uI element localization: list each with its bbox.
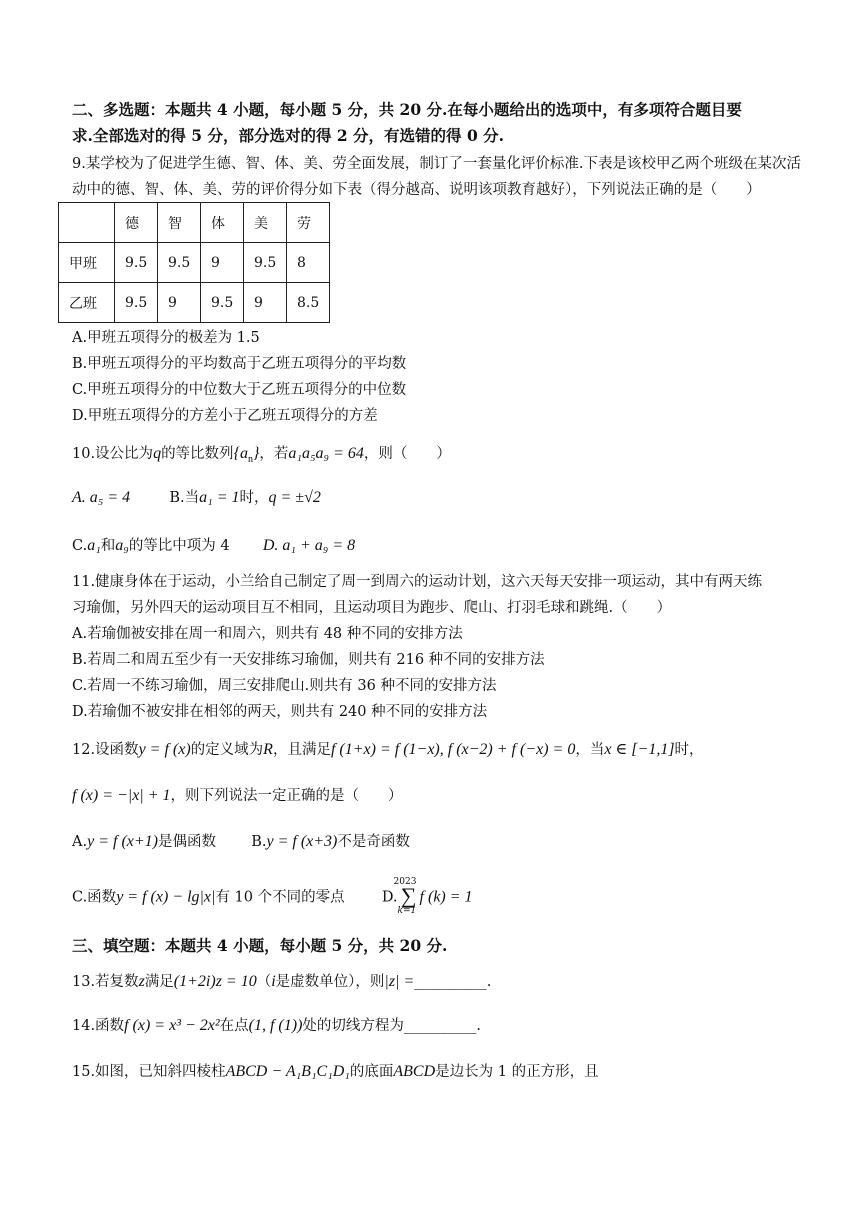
q10-seq-close: } bbox=[252, 445, 260, 462]
table-cell: 9 bbox=[244, 283, 287, 323]
table-header-cell: 劳 bbox=[287, 203, 330, 243]
q9-option-a: A.甲班五项得分的极差为 1.5 bbox=[72, 330, 260, 346]
q10-option-c-end: 的等比中项为 4 bbox=[128, 538, 230, 554]
table-cell: 9.5 bbox=[115, 243, 158, 283]
q11-text-line1: 11.健康身体在于运动，小兰给自己制定了周一到周六的运动计划，这六天每天安排一项运动，其中有两天练 bbox=[72, 574, 763, 590]
q15-mid: 的底面 bbox=[349, 1064, 394, 1080]
q10-stem-pre: 10.设公比为 bbox=[72, 446, 154, 462]
q12-domain-R: R bbox=[263, 741, 273, 758]
q10-option-c-pre: C. bbox=[72, 538, 88, 554]
q13-pre: 13.若复数 bbox=[72, 974, 139, 990]
q10-ratio-var: q bbox=[153, 445, 162, 462]
q10-stem bbox=[72, 444, 800, 470]
table-cell: 9.5 bbox=[158, 243, 201, 283]
section2-heading-line1: 二、多选题：本题共 4 小题，每小题 5 分，共 20 分.在每小题给出的选项中，有多项符合题目要 bbox=[72, 100, 742, 119]
q12-func: y = f (x) bbox=[138, 741, 191, 758]
q10-options-ab bbox=[72, 488, 800, 508]
q13-i: i bbox=[271, 973, 276, 990]
q12-option-c-pre: C.函数 bbox=[72, 889, 117, 906]
table-row bbox=[59, 243, 330, 283]
table-header-cell: 德 bbox=[115, 203, 158, 243]
q12-interval: x ∈ [−1,1] bbox=[604, 741, 675, 758]
q9-option-c: C.甲班五项得分的中位数大于乙班五项得分的中位数 bbox=[72, 382, 407, 398]
table-row bbox=[59, 203, 330, 243]
q12-options-cd bbox=[72, 877, 800, 916]
q14-func: f (x) = x³ − 2x² bbox=[124, 1017, 220, 1034]
q10-stem-mid: 的等比数列 bbox=[161, 446, 234, 462]
q12-l1-b: 的定义域为 bbox=[190, 742, 264, 758]
table-cell: 9 bbox=[158, 283, 201, 323]
q10-option-b-pre: B.当 bbox=[169, 490, 200, 506]
table-cell: 9.5 bbox=[244, 243, 287, 283]
q12-option-a-end: 是偶函数 bbox=[158, 834, 216, 850]
q12-option-c-func: y = f (x) − lg|x| bbox=[116, 888, 216, 906]
q9-text-line1: 9.某学校为了促进学生德、智、体、美、劳全面发展，制订了一套量化评价标准.下表是该校甲乙两个班级在某次活 bbox=[72, 156, 801, 172]
q15-end: 是边长为 1 的正方形，且 bbox=[435, 1064, 599, 1080]
q12-option-b-end: 不是奇函数 bbox=[337, 834, 410, 850]
q12-option-d-expr: f (k) = 1 bbox=[419, 888, 473, 906]
q12-sum-lower: k=1 bbox=[397, 906, 417, 916]
table-cell: 9.5 bbox=[201, 283, 244, 323]
q9-option-d: D.甲班五项得分的方差小于乙班五项得分的方差 bbox=[72, 408, 378, 424]
q10-option-b-mid: 时， bbox=[239, 490, 269, 506]
q12-options-ab bbox=[72, 832, 800, 852]
q13-abs: |z| = bbox=[384, 973, 415, 990]
table-cell: 9 bbox=[201, 243, 244, 283]
q10-option-c-var1: a₁ bbox=[87, 537, 101, 554]
q11-text-line2: 习瑜伽，另外四天的运动项目互不相同，且运动项目为跑步、爬山、打羽毛球和跳绳.（ ） bbox=[72, 600, 672, 616]
q13-text bbox=[72, 972, 800, 992]
q14-end: 处的切线方程为 bbox=[302, 1018, 404, 1034]
q13-equation: (1+2i)z = 10 bbox=[173, 973, 257, 990]
q10-option-c-and: 和 bbox=[100, 538, 116, 554]
table-row bbox=[59, 283, 330, 323]
q10-seq-open: {a bbox=[233, 445, 248, 462]
q12-option-d-pre: D. bbox=[381, 889, 398, 906]
q12-option-c-end: 有 10 个不同的零点 bbox=[215, 889, 345, 906]
q12-stem-line1 bbox=[72, 740, 800, 760]
q12-option-b-func: y = f (x+3) bbox=[266, 833, 338, 850]
q13-mid: 满足 bbox=[144, 974, 174, 990]
q10-option-b-cond: a₁ = 1 bbox=[199, 489, 240, 506]
q15-base: ABCD bbox=[393, 1063, 436, 1080]
q14-blank: __________. bbox=[403, 1018, 482, 1034]
q12-piece-def: f (x) = −|x| + 1 bbox=[72, 787, 171, 804]
q10-option-a: A. a₅ = 4 bbox=[72, 489, 131, 506]
q11-option-a: A.若瑜伽被安排在周一和周六，则共有 48 种不同的安排方法 bbox=[72, 626, 463, 642]
q12-sum-upper: 2023 bbox=[393, 877, 417, 887]
table-header-cell: 美 bbox=[244, 203, 287, 243]
q10-condition: a₁a₅a₉ = 64 bbox=[288, 445, 364, 462]
q11-option-b: B.若周二和周五至少有一天安排练习瑜伽，则共有 216 种不同的安排方法 bbox=[72, 652, 545, 668]
q12-option-b-pre: B. bbox=[251, 834, 267, 850]
q12-l2-end: ，则下列说法一定正确的是（ ） bbox=[170, 788, 403, 804]
q12-l1-d: ，当 bbox=[575, 742, 605, 758]
q12-l1-a: 12.设函数 bbox=[72, 742, 139, 758]
table-cell bbox=[59, 203, 115, 243]
q12-l1-e: 时， bbox=[674, 742, 704, 758]
table-header-cell: 智 bbox=[158, 203, 201, 243]
table-header-cell: 体 bbox=[201, 203, 244, 243]
q12-stem-line2 bbox=[72, 786, 800, 806]
q12-option-a-func: y = f (x+1) bbox=[87, 833, 158, 850]
q10-stem-end: ，则（ ） bbox=[363, 446, 451, 462]
q12-summation bbox=[393, 877, 420, 916]
q13-note2: 是虚数单位），则 bbox=[275, 974, 385, 990]
q11-option-d: D.若瑜伽不被安排在相邻的两天，则共有 240 种不同的安排方法 bbox=[72, 704, 488, 720]
q14-mid: 在点 bbox=[219, 1018, 249, 1034]
q14-point: (1, f (1)) bbox=[248, 1017, 303, 1034]
q9-score-table bbox=[58, 202, 330, 323]
section2-heading-line2: 求.全部选对的得 5 分，部分选对的得 2 分，有选错的得 0 分. bbox=[72, 126, 505, 145]
q10-seq-sub: n bbox=[247, 454, 253, 466]
q11-option-c: C.若周一不练习瑜伽，周三安排爬山.则共有 36 种不同的安排方法 bbox=[72, 678, 497, 694]
q13-blank: __________. bbox=[414, 974, 492, 990]
q9-option-b: B.甲班五项得分的平均数高于乙班五项得分的平均数 bbox=[72, 356, 407, 372]
table-cell: 乙班 bbox=[59, 283, 115, 323]
q14-text bbox=[72, 1016, 800, 1036]
q10-options-cd bbox=[72, 536, 800, 556]
table-cell: 8.5 bbox=[287, 283, 330, 323]
table-cell: 8 bbox=[287, 243, 330, 283]
q12-conditions: f (1+x) = f (1−x), f (x−2) + f (−x) = 0 bbox=[330, 741, 576, 758]
q15-prism: ABCD − A₁B₁C₁D₁ bbox=[225, 1063, 350, 1080]
q10-option-c-var2: a₉ bbox=[115, 537, 129, 554]
q15-text bbox=[72, 1062, 800, 1082]
q10-stem-if: ，若 bbox=[259, 446, 289, 462]
q10-option-b-result: q = ±√2 bbox=[268, 489, 321, 506]
q12-l1-c: ，且满足 bbox=[272, 742, 331, 758]
q12-option-a-pre: A. bbox=[72, 834, 88, 850]
q13-note: （ bbox=[256, 974, 272, 990]
section3-heading: 三、填空题：本题共 4 小题，每小题 5 分，共 20 分. bbox=[72, 936, 448, 955]
q9-text-line2: 动中的德、智、体、美、劳的评价得分如下表（得分越高、说明该项教育越好），下列说法正确的是（ ） bbox=[72, 182, 761, 198]
q10-option-d: D. a₁ + a₉ = 8 bbox=[262, 537, 356, 554]
q10-sequence bbox=[233, 445, 260, 466]
q15-pre: 15.如图，已知斜四棱柱 bbox=[72, 1064, 226, 1080]
q12-sum-sigma: ∑ bbox=[400, 883, 417, 908]
table-cell: 9.5 bbox=[115, 283, 158, 323]
table-cell: 甲班 bbox=[59, 243, 115, 283]
q13-z: z bbox=[138, 973, 145, 990]
q14-pre: 14.函数 bbox=[72, 1018, 125, 1034]
